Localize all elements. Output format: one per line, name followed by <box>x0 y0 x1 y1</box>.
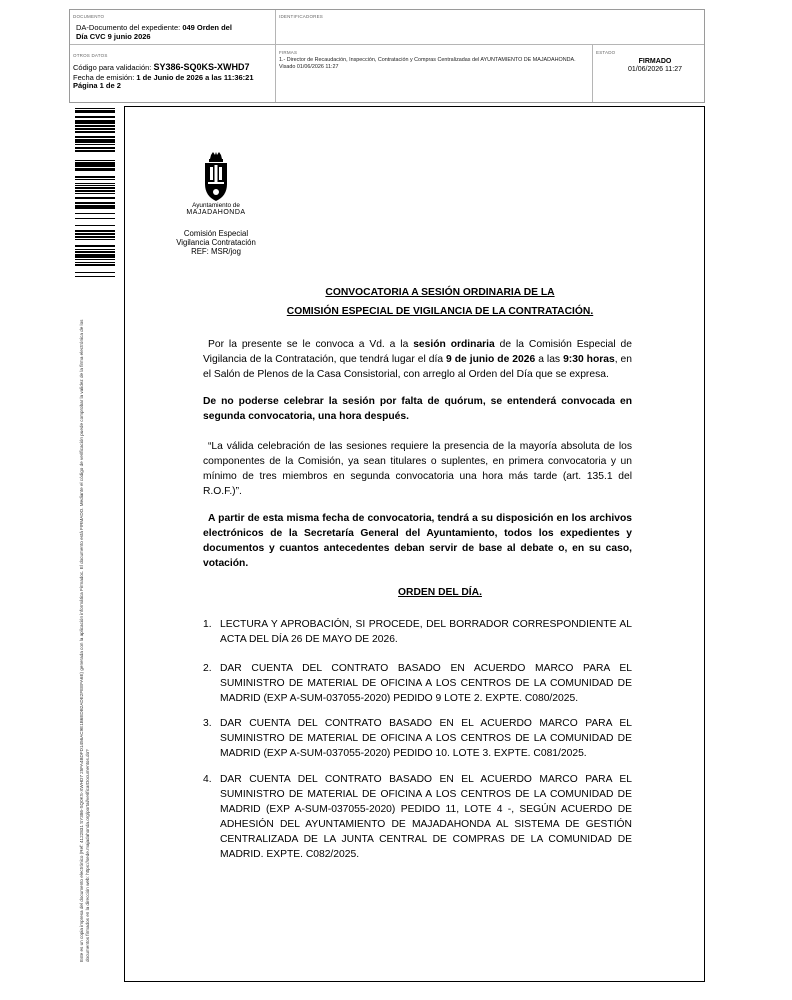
agenda-item <box>203 716 632 761</box>
identificadores-caption: IDENTIFICADORES <box>279 14 324 19</box>
agenda-item-text: DAR CUENTA DEL CONTRATO BASADO EN EL ACUERDO MARCO PARA EL SUMINISTRO DE MATERIAL DE OFICINA A LOS CENTROS DE LA COMUNIDAD DE MADRID (EXP A-SUM-037055-2020) PEDIDO 10. LOTE 3. EXPTE. C081/2025. <box>220 718 632 759</box>
documento-line1: DA-Documento del expediente: 049 Orden del <box>76 23 232 32</box>
estado-caption: ESTADO <box>596 50 616 55</box>
paragraph-archivos: A partir de esta misma fecha de convocatoria, tendrá a su disposición en los archivos electrónicos de la Secretaría General del Ayuntamiento, todos los expedientes y documentos y cuantos antecedentes deban servir de base al debate o, en su caso, votación. <box>203 513 632 569</box>
department-block <box>160 229 272 256</box>
agenda-item <box>203 661 632 706</box>
logo-line1: Ayuntamiento de <box>192 202 240 209</box>
paragraph-rof-quote: “La válida celebración de las sesiones requiere la presencia de la mayoría absoluta de los componentes de la Comisión, ya sean titulares o suplentes, en primera convocatoria y un mínimo de tres miembros en segunda convocatoria una hora más tarde (art. 135.1 del R.O.F.)”. <box>203 441 632 497</box>
agenda-item-number: 1. <box>203 619 212 630</box>
dept-line3: REF: MSR/jog <box>191 247 241 256</box>
majadahonda-crest-icon <box>198 152 234 202</box>
dept-line2: Vigilancia Contratación <box>176 238 256 247</box>
estado-date: 01/06/2026 11:27 <box>628 66 682 73</box>
dept-line1: Comisión Especial <box>183 229 249 238</box>
logo-line2: MAJADAHONDA <box>186 209 246 216</box>
firmas-text: 1.- Director de Recaudación, Inspección, Contratación y Compras Centralizadas del AYUNTAMIENTO DE MAJADAHONDA. Visado 01/06/2026 11:27 <box>279 57 576 70</box>
codigo-validacion: Código para validación: SY386-SQ0KS-XWHD7 <box>73 62 250 72</box>
estado-value: FIRMADO <box>638 58 672 65</box>
agenda-item-number: 2. <box>203 663 212 674</box>
agenda-item <box>203 772 632 862</box>
documento-line2: Día CVC 9 junio 2026 <box>76 32 151 41</box>
orden-del-dia-heading: ORDEN DEL DÍA. <box>398 587 482 598</box>
title-line1: CONVOCATORIA A SESIÓN ORDINARIA DE LA <box>325 287 555 298</box>
agenda-item-number: 3. <box>203 718 212 729</box>
firmas-caption: FIRMAS <box>279 50 298 55</box>
documento-caption: DOCUMENTO <box>73 14 105 19</box>
document-header <box>69 9 705 103</box>
agenda-item-text: DAR CUENTA DEL CONTRATO BASADO EN ACUERDO MARCO PARA EL SUMINISTRO DE MATERIAL DE OFICINA A LOS CENTROS DE LA COMUNIDAD DE MADRID (EXP A-SUM-037055-2020) PEDIDO 9 LOTE 2. EXPTE. C080/2025. <box>220 663 632 704</box>
title-line2: COMISIÓN ESPECIAL DE VIGILANCIA DE LA CONTRATACIÓN. <box>286 306 594 317</box>
pagina-indicator: Página 1 de 2 <box>73 81 121 90</box>
agenda-item-text: DAR CUENTA DEL CONTRATO BASADO EN EL ACUERDO MARCO PARA EL SUMINISTRO DE MATERIAL DE OFICINA A LOS CENTROS DE LA COMUNIDAD DE MADRID (EXP A-SUM-037055-2020) PEDIDO 11, LOTE 4 -, SEGÚN ACUERDO DE ADHESIÓN DEL AYUNTAMIENTO DE MAJADAHONDA AL SISTEMA DE GESTIÓN CENTRALIZADA DE LA JUNTA CENTRAL DE COMPRAS DE LA COMUNIDAD DE MADRID. EXPTE. C082/2025. <box>220 774 632 860</box>
agenda-item <box>203 617 632 647</box>
otros-datos-caption: OTROS DATOS <box>73 53 108 58</box>
verification-side-text: Este es un copia impresa del documento electrónico (Ref: 4122831 SY386-SQ0KS-XWHD7 25FA4BDFD1456AC9E1B6EDB2ADE2FEEFA6E) generada con la aplicación informática Firmadoc. El documento está FIRMADO. Mediante el código de verificación puede comprobar la validez de la firma electrónica de los documentos firmados en la dirección web: https://sede.majadahonda.org/portal/verificarDocumentos.do? <box>79 319 90 962</box>
paragraph-quorum: De no poderse celebrar la sesión por falta de quórum, se entenderá convocada en segunda convocatoria, una hora después. <box>203 396 632 422</box>
barcode <box>75 106 115 278</box>
paragraph-convocatoria: Por la presente se le convoca a Vd. a la sesión ordinaria de la Comisión Especial de Vigilancia de la Contratación, que tendrá lugar el día 9 de junio de 2026 a las 9:30 horas, en el Salón de Plenos de la Casa Consistorial, con arreglo al Orden del Día que se expresa. <box>203 339 632 380</box>
agenda-item-number: 4. <box>203 774 212 785</box>
agenda-item-text: LECTURA Y APROBACIÓN, SI PROCEDE, DEL BORRADOR CORRESPONDIENTE AL ACTA DEL DÍA 26 DE MAYO DE 2026. <box>220 619 632 645</box>
fecha-emision: Fecha de emisión: 1 de Junio de 2026 a las 11:36:21 <box>73 73 254 82</box>
